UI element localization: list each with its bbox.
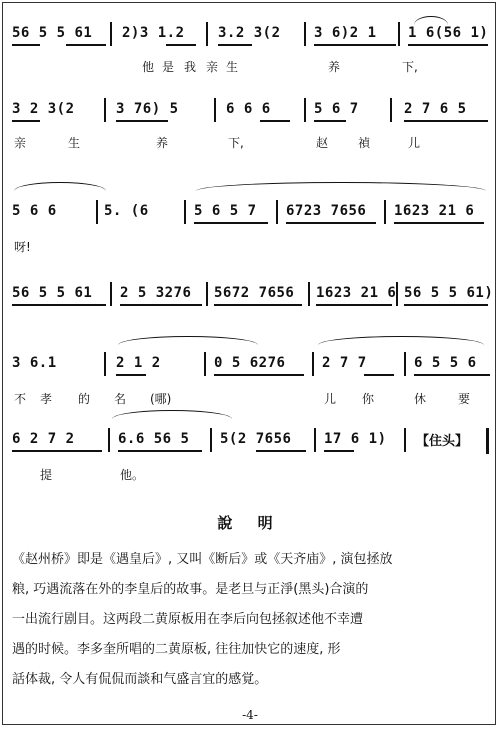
beam-line xyxy=(214,304,302,306)
measure: 6.6 56 5 xyxy=(118,431,190,447)
barline xyxy=(108,428,110,452)
lyric-char: 提 xyxy=(40,468,53,482)
measure: 56 5 5 61) xyxy=(404,285,494,301)
beam-line xyxy=(314,44,396,46)
barline xyxy=(304,98,306,122)
lyric-row-3 xyxy=(10,238,490,258)
beam-line xyxy=(260,120,290,122)
lyric-row-2 xyxy=(10,134,490,154)
lyric-char: 生 xyxy=(226,60,239,74)
barline xyxy=(104,352,106,376)
lyric-char: 他。 xyxy=(120,468,145,482)
score-row-4 xyxy=(8,282,494,312)
measure: 6723 7656 xyxy=(286,203,367,219)
measure: 1623 21 6 xyxy=(394,203,475,219)
measure: 6 6 6 xyxy=(226,101,271,117)
measure: 1623 21 6 xyxy=(316,285,397,301)
measure: 2)3 1.2 xyxy=(122,25,185,41)
score-row-2 xyxy=(8,98,494,128)
lyric-char: 是 xyxy=(162,60,175,74)
barline xyxy=(210,428,212,452)
beam-line xyxy=(364,374,394,376)
lyric-char: 禎 xyxy=(358,136,371,150)
beam-line xyxy=(120,304,202,306)
lyric-char: 名 xyxy=(114,392,127,406)
measure: 2 7 6 5 xyxy=(404,101,467,117)
paragraph-line: 遇的时候。李多奎所唱的二黄原板, 往往加快它的速度, 形 xyxy=(12,642,341,657)
measure: 2 7 7 xyxy=(322,355,367,371)
lyric-char: 生 xyxy=(68,136,81,150)
beam-line xyxy=(194,222,268,224)
measure: 5 6 6 xyxy=(12,203,57,219)
beam-line xyxy=(324,450,354,452)
beam-line xyxy=(256,450,306,452)
lyric-char: 不 xyxy=(14,392,27,406)
beam-line xyxy=(12,120,40,122)
section-title: 說 明 xyxy=(217,514,283,532)
beam-line xyxy=(66,44,106,46)
lyric-char: 养 xyxy=(328,60,341,74)
paragraph-line: 一出流行剧目。这两段二黄原板用在李后向包拯叙述他不幸遭 xyxy=(12,612,364,627)
final-barline xyxy=(486,428,489,454)
barline xyxy=(96,200,98,224)
barline xyxy=(184,200,186,224)
measure: 2 5 3276 xyxy=(120,285,192,301)
beam-line xyxy=(404,120,488,122)
beam-line xyxy=(116,374,146,376)
measure: 1 6(56 1) xyxy=(408,25,489,41)
beam-line xyxy=(404,304,488,306)
beam-line xyxy=(408,44,488,46)
beam-line xyxy=(414,374,490,376)
beam-line xyxy=(166,44,196,46)
measure: 5672 7656 xyxy=(214,285,295,301)
measure: 56 5 5 61 xyxy=(12,285,93,301)
score-row-5 xyxy=(8,352,494,382)
measure: 3 2 3(2 xyxy=(12,101,75,117)
score-row-6 xyxy=(8,428,494,458)
lyric-char: 下, xyxy=(402,60,418,74)
barline xyxy=(390,98,392,122)
lyric-char: 亲 xyxy=(206,60,219,74)
measure: 56 5 5 61 xyxy=(12,25,93,41)
barline xyxy=(276,200,278,224)
paragraph-line: 話体裁, 令人有侃侃而談和气盛言宜的感覚。 xyxy=(12,672,268,687)
beam-line xyxy=(314,120,346,122)
beam-line xyxy=(286,222,376,224)
barline xyxy=(398,22,400,46)
lyric-char: 呀! xyxy=(14,240,31,254)
paragraph-line: 粮, 巧遇流落在外的李皇后的故事。是老旦与正淨(黑头)合演的 xyxy=(12,582,369,597)
pattern-label: 【住头】 xyxy=(416,434,469,449)
measure: 5(2 7656 xyxy=(220,431,292,447)
lyric-char: 养 xyxy=(156,136,169,150)
measure: 2 1 2 xyxy=(116,355,161,371)
beam-line xyxy=(316,304,392,306)
page-number: -4- xyxy=(242,708,258,722)
lyric-char: 儿 xyxy=(408,136,421,150)
barline xyxy=(308,282,310,306)
beam-line xyxy=(118,450,202,452)
lyric-char: 孝 xyxy=(40,392,53,406)
beam-line xyxy=(12,450,102,452)
lyric-char: 他 xyxy=(142,60,155,74)
lyric-char: 要 xyxy=(458,392,471,406)
lyric-row-1 xyxy=(10,58,490,78)
lyric-char: 亲 xyxy=(14,136,27,150)
barline xyxy=(312,352,314,376)
lyric-row-5 xyxy=(10,390,490,410)
barline xyxy=(206,282,208,306)
lyric-char: 休 xyxy=(414,392,427,406)
barline xyxy=(206,22,208,46)
measure: 3 6.1 xyxy=(12,355,57,371)
barline xyxy=(314,428,316,452)
beam-line xyxy=(12,304,106,306)
beam-line xyxy=(394,222,484,224)
barline xyxy=(110,22,112,46)
barline xyxy=(396,282,398,306)
score-row-1 xyxy=(8,22,494,52)
lyric-char: 赵 xyxy=(316,136,329,150)
beam-line xyxy=(214,374,304,376)
measure: 5. (6 xyxy=(104,203,149,219)
barline xyxy=(104,98,106,122)
barline xyxy=(204,352,206,376)
measure: 6 2 7 2 xyxy=(12,431,75,447)
measure: 17 6 1) xyxy=(324,431,387,447)
measure: 3 6)2 1 xyxy=(314,25,377,41)
barline xyxy=(404,428,406,452)
measure: 3.2 3(2 xyxy=(218,25,281,41)
beam-line xyxy=(12,44,40,46)
beam-line xyxy=(116,120,168,122)
barline xyxy=(214,98,216,122)
lyric-row-6 xyxy=(10,466,490,486)
lyric-char: 的 xyxy=(78,392,91,406)
lyric-char: (哪) xyxy=(150,392,172,406)
lyric-char: 你 xyxy=(362,392,375,406)
barline xyxy=(110,282,112,306)
barline xyxy=(384,200,386,224)
lyric-char: 儿 xyxy=(324,392,337,406)
barline xyxy=(304,22,306,46)
measure: 0 5 6276 xyxy=(214,355,286,371)
lyric-char: 我 xyxy=(184,60,197,74)
measure: 6 5 5 6 xyxy=(414,355,477,371)
barline xyxy=(404,352,406,376)
measure: 5 6 5 7 xyxy=(194,203,257,219)
measure: 5 6 7 xyxy=(314,101,359,117)
measure: 3 76) 5 xyxy=(116,101,179,117)
beam-line xyxy=(218,44,252,46)
lyric-char: 下, xyxy=(228,136,244,150)
score-row-3 xyxy=(8,200,494,230)
paragraph-line: 《赵州桥》即是《遇皇后》, 又叫《断后》或《天齐庙》, 演包拯放 xyxy=(12,552,393,567)
